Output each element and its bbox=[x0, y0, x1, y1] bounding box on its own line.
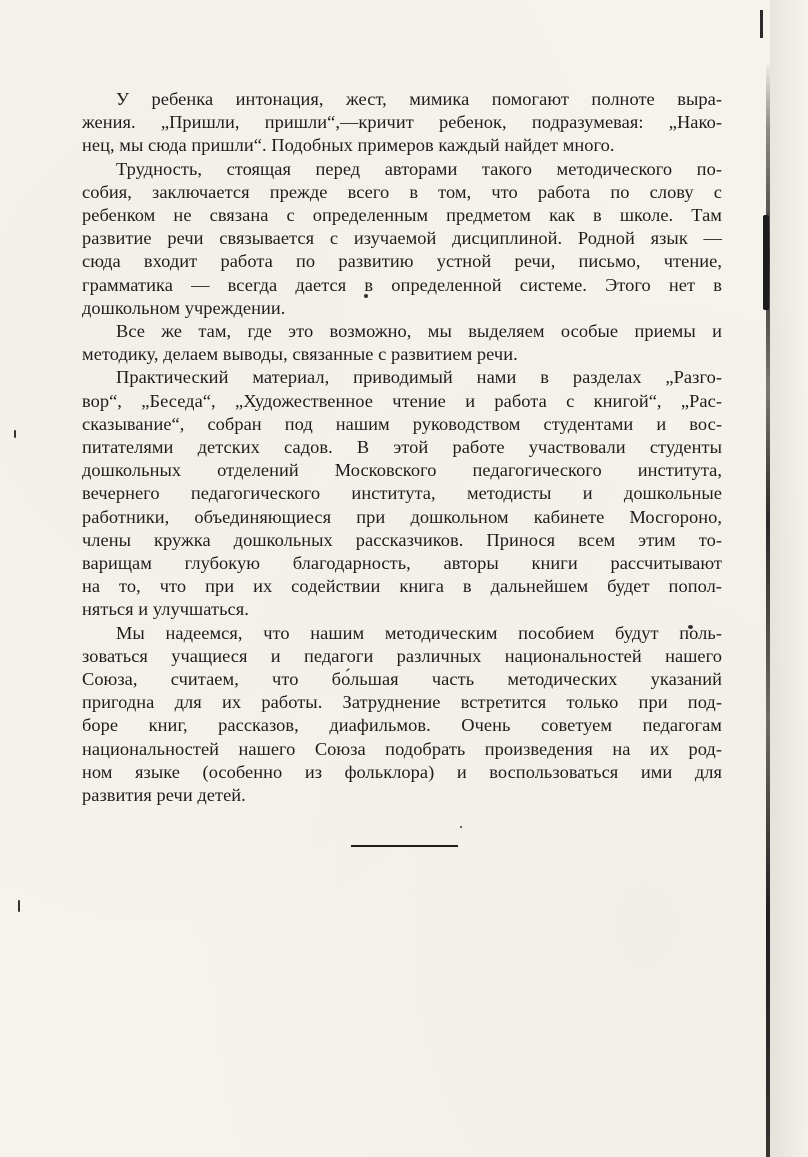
text-line: варищам глубокую благодарность, авторы книги рассчитывают bbox=[82, 553, 722, 574]
binding-edge-mark bbox=[763, 215, 769, 310]
text-line: Трудность, стоящая перед авторами такого методического по- bbox=[116, 158, 722, 179]
page-edge-shadow bbox=[770, 0, 808, 1157]
paragraph-1 bbox=[82, 88, 722, 158]
text-line: на то, что при их содействии книга в дальнейшем будет попол- bbox=[82, 576, 722, 597]
text-line: нец, мы сюда пришли“. Подобных примеров каждый найдет много. bbox=[82, 135, 615, 156]
paragraph-5 bbox=[82, 622, 722, 808]
text-line: члены кружка дошкольных рассказчиков. Принося всем этим то- bbox=[82, 529, 722, 550]
text-line: сказывание“, собран под нашим руководством студентами и вос- bbox=[82, 413, 722, 434]
text-line: национальностей нашего Союза подобрать произведения на их род- bbox=[82, 738, 722, 759]
text-line: пригодна для их работы. Затруднение встретится только при под- bbox=[82, 692, 722, 713]
text-line: грамматика — всегда дается в определенной системе. Этого нет в bbox=[82, 274, 722, 295]
text-line: Все же там, где это возможно, мы выделяем особые приемы и bbox=[116, 321, 722, 342]
body-text bbox=[82, 88, 722, 807]
text-line: вечернего педагогического института, методисты и дошкольные bbox=[82, 483, 722, 504]
text-line: дошкольных отделений Московского педагогического института, bbox=[82, 460, 722, 481]
text-line: няться и улучшаться. bbox=[82, 599, 249, 620]
text-line: вор“, „Беседа“, „Художественное чтение и работа с книгой“, „Рас- bbox=[82, 390, 722, 411]
ink-speck bbox=[14, 430, 16, 438]
text-line: методику, делаем выводы, связанные с развитием речи. bbox=[82, 344, 518, 365]
ink-speck bbox=[460, 826, 462, 828]
paragraph-3 bbox=[82, 320, 722, 366]
corner-mark bbox=[760, 10, 763, 38]
text-line: питателями детских садов. В этой работе участвовали студенты bbox=[82, 437, 722, 458]
text-line: развитие речи связывается с изучаемой дисциплиной. Родной язык — bbox=[82, 228, 722, 249]
text-line: работники, объединяющиеся при дошкольном кабинете Мосгороно, bbox=[82, 506, 722, 527]
text-line: Мы надеемся, что нашим методическим пособием будут поль- bbox=[116, 622, 722, 643]
text-line: собия, заключается прежде всего в том, что работа по слову с bbox=[82, 181, 722, 202]
text-line: Практический материал, приводимый нами в разделах „Разго- bbox=[116, 367, 722, 388]
paragraph-4 bbox=[82, 366, 722, 621]
text-line: жения. „Пришли, пришли“,—кричит ребенок, подразумевая: „Нако- bbox=[82, 112, 722, 133]
paragraph-2 bbox=[82, 158, 722, 320]
text-line: ном языке (особенно из фольклора) и воспользоваться ими для bbox=[82, 761, 722, 782]
text-line: дошкольном учреждении. bbox=[82, 297, 286, 318]
text-line: Союза, считаем, что бо́льшая часть методических указаний bbox=[82, 669, 722, 690]
ink-speck bbox=[18, 900, 20, 912]
text-line: боре книг, рассказов, диафильмов. Очень советуем педагогам bbox=[82, 715, 722, 736]
text-line: зоваться учащиеся и педагоги различных национальностей нашего bbox=[82, 645, 722, 666]
text-line: У ребенка интонация, жест, мимика помогают полноте выра- bbox=[116, 89, 722, 109]
text-line: сюда входит работа по развитию устной речи, письмо, чтение, bbox=[82, 251, 722, 272]
section-end-rule bbox=[351, 845, 458, 847]
text-line: развития речи детей. bbox=[82, 785, 246, 806]
text-line: ребенком не связана с определенным предметом как в школе. Там bbox=[82, 205, 722, 226]
